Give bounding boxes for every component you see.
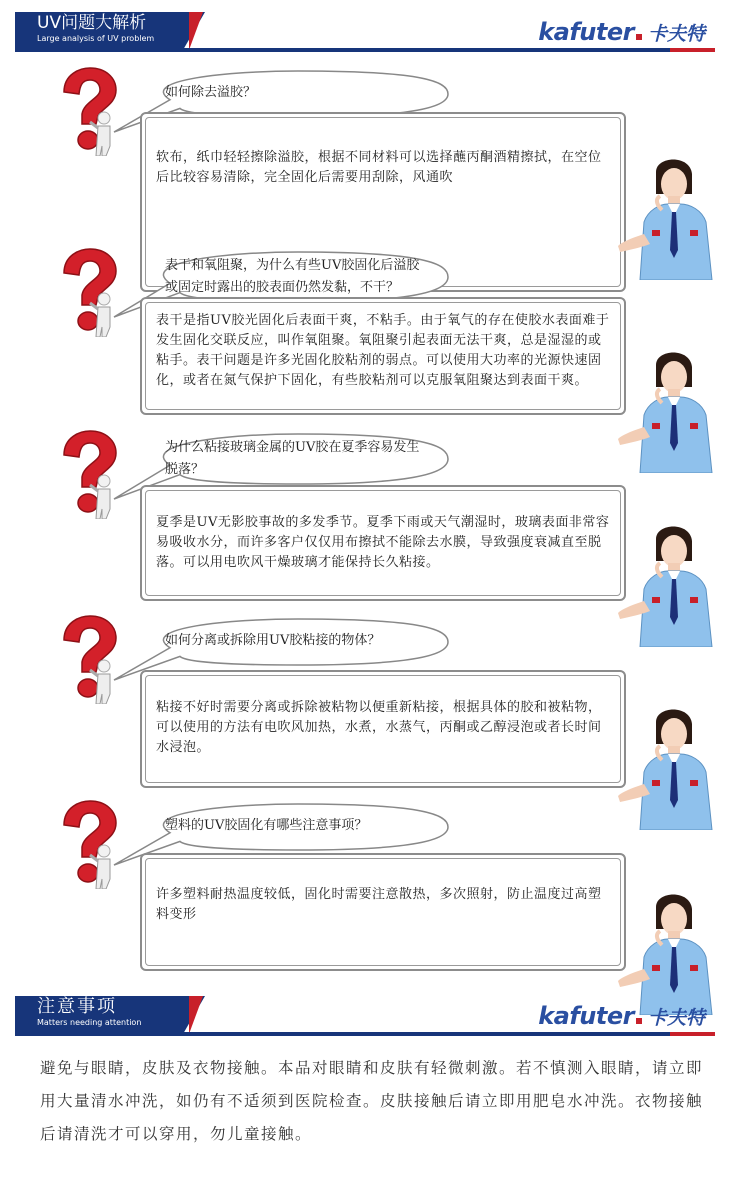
brand-logo-cn: 卡夫特 (647, 23, 705, 45)
header-underline (15, 48, 715, 52)
header-accent (189, 12, 203, 50)
qa-item (0, 425, 750, 610)
answer-box (140, 485, 626, 601)
header-underline-accent (670, 1032, 715, 1036)
qa-item (0, 62, 750, 247)
qa-item (0, 795, 750, 980)
answer-box (140, 297, 626, 415)
header-subtitle: Large analysis of UV problem (37, 34, 155, 43)
header-underline (15, 1032, 715, 1036)
brand-logo (538, 1002, 705, 1030)
question-text: 如何除去溢胶？ (165, 85, 257, 100)
question-text: 表干和氧阻聚，为什么有些UV胶固化后溢胶或固定时露出的胶表面仍然发黏，不干？ (165, 258, 420, 295)
qa-item (0, 610, 750, 795)
section-header-notice (15, 996, 715, 1036)
question-text: 为什么粘接玻璃金属的UV胶在夏季容易发生脱落？ (165, 440, 420, 477)
brand-logo (538, 18, 705, 46)
question-text: 塑料的UV胶固化有哪些注意事项？ (165, 818, 368, 833)
brand-logo-dot (636, 1018, 642, 1024)
header-subtitle: Matters needing attention (37, 1018, 142, 1027)
answer-box (140, 670, 626, 788)
header-underline-accent (670, 48, 715, 52)
header-title: 注意事项 (37, 996, 117, 1017)
section-header-uv (15, 12, 715, 52)
question-text: 如何分离或拆除用UV胶粘接的物体？ (165, 633, 381, 648)
qa-item (0, 243, 750, 428)
brand-logo-en: kafuter (538, 1002, 634, 1030)
notice-text: 避免与眼睛，皮肤及衣物接触。本品对眼睛和皮肤有轻微刺激。若不慎测入眼睛，请立即用大量清水冲洗，如仍有不适须到医院检查。皮肤接触后请立即用肥皂水冲洗。衣物接触后请清洗才可以穿用，勿儿童接触。 (40, 1059, 704, 1143)
brand-logo-en: kafuter (538, 18, 634, 46)
answer-text: 许多塑料耐热温度较低，固化时需要注意散热，多次照射，防止温度过高塑料变形 (145, 858, 621, 966)
answer-text: 表干是指UV胶光固化后表面干爽，不粘手。由于氧气的存在使胶水表面难于发生固化交联反应，叫作氧阻聚。氧阻聚引起表面无法干爽，总是湿湿的或粘手。表干问题是许多光固化胶粘剂的弱点。可以使用大功率的光源快速固化，或者在氮气保护下固化，有些胶粘剂可以克服氧阻聚达到表面干爽。 (145, 302, 621, 410)
brand-logo-cn: 卡夫特 (647, 1007, 705, 1029)
answer-text: 夏季是UV无影胶事故的多发季节。夏季下雨或天气潮湿时，玻璃表面非常容易吸收水分，而许多客户仅仅用布擦拭不能除去水膜，导致强度衰减直至脱落。可以用电吹风干燥玻璃才能保持长久粘接。 (145, 490, 621, 596)
header-accent (189, 996, 203, 1034)
brand-logo-dot (636, 34, 642, 40)
answer-text: 粘接不好时需要分离或拆除被粘物以便重新粘接，根据具体的胶和被粘物，可以使用的方法有电吹风加热，水煮，水蒸气，丙酮或乙醇浸泡或者长时间水浸泡。 (145, 675, 621, 783)
answer-box (140, 853, 626, 971)
answer-text: 软布，纸巾轻轻擦除溢胶，根据不同材料可以选择蘸丙酮酒精擦拭，在空位后比较容易清除，完全固化后需要用刮除，风通吹 (145, 117, 621, 287)
header-title: UV问题大解析 (37, 13, 147, 33)
